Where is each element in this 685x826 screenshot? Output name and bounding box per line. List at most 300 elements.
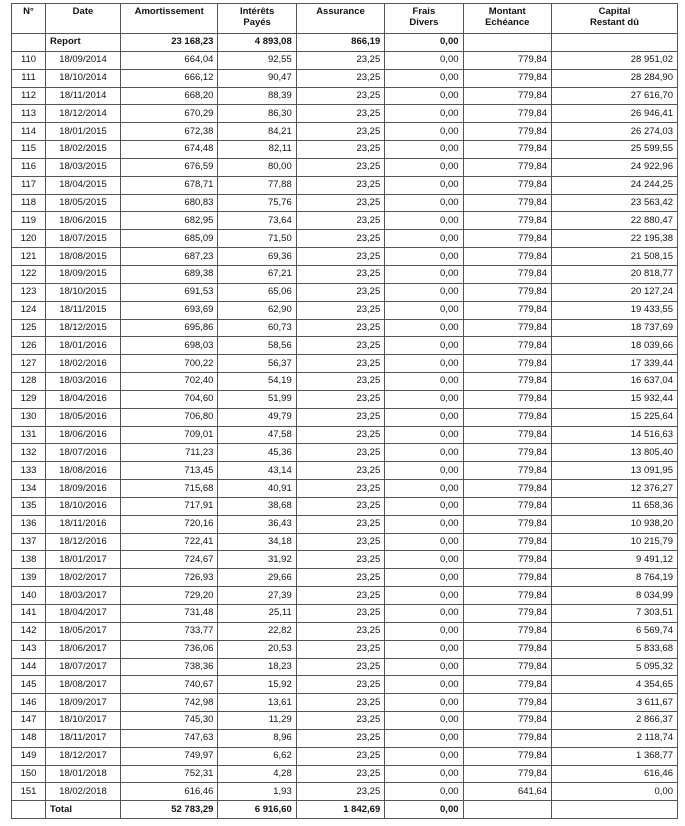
cell-assurance: 23,25 <box>296 640 384 658</box>
cell-amortissement: 678,71 <box>120 176 218 194</box>
cell-num: 138 <box>12 551 46 569</box>
cell-interets: 6,62 <box>218 747 296 765</box>
cell-num: 116 <box>12 158 46 176</box>
cell-interets: 31,92 <box>218 551 296 569</box>
table-row <box>12 444 678 462</box>
cell-date: 18/07/2017 <box>46 658 121 676</box>
cell-date: 18/02/2018 <box>46 783 121 801</box>
cell-montant: 779,84 <box>463 694 551 712</box>
cell-date: 18/03/2015 <box>46 158 121 176</box>
cell-montant: 779,84 <box>463 676 551 694</box>
cell-amortissement: 674,48 <box>120 141 218 159</box>
cell-num: 110 <box>12 51 46 69</box>
table-row <box>12 712 678 730</box>
amortization-schedule <box>11 3 678 819</box>
cell-num: 148 <box>12 729 46 747</box>
cell-amortissement: 713,45 <box>120 462 218 480</box>
cell-date: 18/08/2016 <box>46 462 121 480</box>
table-footer <box>12 801 678 819</box>
cell-date: 18/11/2016 <box>46 515 121 533</box>
cell-frais: 0,00 <box>385 51 463 69</box>
cell-montant: 779,84 <box>463 69 551 87</box>
cell-frais: 0,00 <box>385 640 463 658</box>
cell-num: 120 <box>12 230 46 248</box>
table-row <box>12 515 678 533</box>
cell-interets: 36,43 <box>218 515 296 533</box>
cell-interets: 18,23 <box>218 658 296 676</box>
cell-capital: 17 339,44 <box>552 355 678 373</box>
cell-assurance: 23,25 <box>296 712 384 730</box>
cell-assurance: 23,25 <box>296 462 384 480</box>
cell-interets: 45,36 <box>218 444 296 462</box>
cell-montant: 779,84 <box>463 105 551 123</box>
header-num-label: N° <box>23 6 34 17</box>
cell-assurance: 23,25 <box>296 551 384 569</box>
cell-frais: 0,00 <box>385 480 463 498</box>
cell-capital: 10 938,20 <box>552 515 678 533</box>
cell-capital: 14 516,63 <box>552 426 678 444</box>
cell-amortissement: 736,06 <box>120 640 218 658</box>
cell-capital: 19 433,55 <box>552 301 678 319</box>
cell-montant: 779,84 <box>463 765 551 783</box>
cell-capital: 23 563,42 <box>552 194 678 212</box>
cell-date: 18/09/2016 <box>46 480 121 498</box>
table-row <box>12 783 678 801</box>
cell-date: 18/07/2016 <box>46 444 121 462</box>
cell-capital: 13 805,40 <box>552 444 678 462</box>
cell-amortissement: 715,68 <box>120 480 218 498</box>
table-row <box>12 176 678 194</box>
cell-num: 121 <box>12 248 46 266</box>
cell-assurance: 23,25 <box>296 605 384 623</box>
cell-montant: 779,84 <box>463 622 551 640</box>
cell-assurance: 23,25 <box>296 515 384 533</box>
table-row <box>12 390 678 408</box>
cell-num: 134 <box>12 480 46 498</box>
cell-date: 18/03/2017 <box>46 587 121 605</box>
cell-num: 119 <box>12 212 46 230</box>
table-row <box>12 355 678 373</box>
table-row <box>12 622 678 640</box>
cell-montant: 779,84 <box>463 248 551 266</box>
cell-assurance: 23,25 <box>296 265 384 283</box>
table-row <box>12 337 678 355</box>
table-row <box>12 141 678 159</box>
cell-date: 18/05/2017 <box>46 622 121 640</box>
cell-amortissement: 685,09 <box>120 230 218 248</box>
cell-date: 18/01/2015 <box>46 123 121 141</box>
table-row <box>12 123 678 141</box>
cell-interets: 34,18 <box>218 533 296 551</box>
cell-num: 131 <box>12 426 46 444</box>
cell-capital: 5 833,68 <box>552 640 678 658</box>
cell-assurance: 23,25 <box>296 587 384 605</box>
table-row <box>12 462 678 480</box>
cell-interets: 51,99 <box>218 390 296 408</box>
cell-montant: 779,84 <box>463 265 551 283</box>
total-row <box>12 801 678 819</box>
cell-capital: 6 569,74 <box>552 622 678 640</box>
table-row <box>12 373 678 391</box>
cell-interets: 20,53 <box>218 640 296 658</box>
cell-frais: 0,00 <box>385 426 463 444</box>
cell-amortissement: 740,67 <box>120 676 218 694</box>
cell-assurance: 23,25 <box>296 248 384 266</box>
cell-date: 18/11/2014 <box>46 87 121 105</box>
cell-num: 142 <box>12 622 46 640</box>
cell-num: 118 <box>12 194 46 212</box>
cell-interets: 80,00 <box>218 158 296 176</box>
cell-assurance: 23,25 <box>296 729 384 747</box>
cell-date: 18/01/2017 <box>46 551 121 569</box>
cell-amortissement: 738,36 <box>120 658 218 676</box>
cell-montant: 779,84 <box>463 408 551 426</box>
cell-interets: 71,50 <box>218 230 296 248</box>
cell-amortissement: 731,48 <box>120 605 218 623</box>
total-label: Total <box>46 801 121 819</box>
cell-assurance: 23,25 <box>296 569 384 587</box>
cell-montant: 779,84 <box>463 515 551 533</box>
cell-interets: 54,19 <box>218 373 296 391</box>
cell-amortissement: 695,86 <box>120 319 218 337</box>
cell-interets: 86,30 <box>218 105 296 123</box>
table-row <box>12 480 678 498</box>
table-row <box>12 51 678 69</box>
cell-capital: 28 951,02 <box>552 51 678 69</box>
cell-num: 123 <box>12 283 46 301</box>
cell-frais: 0,00 <box>385 408 463 426</box>
report-capital <box>552 34 678 52</box>
cell-assurance: 23,25 <box>296 337 384 355</box>
table-row <box>12 765 678 783</box>
cell-frais: 0,00 <box>385 569 463 587</box>
cell-interets: 84,21 <box>218 123 296 141</box>
cell-date: 18/12/2017 <box>46 747 121 765</box>
cell-date: 18/09/2015 <box>46 265 121 283</box>
cell-frais: 0,00 <box>385 176 463 194</box>
table-row <box>12 158 678 176</box>
cell-frais: 0,00 <box>385 783 463 801</box>
cell-date: 18/12/2016 <box>46 533 121 551</box>
cell-amortissement: 747,63 <box>120 729 218 747</box>
cell-montant: 779,84 <box>463 605 551 623</box>
header-interets-line1: Intérêts <box>239 6 275 17</box>
cell-assurance: 23,25 <box>296 444 384 462</box>
cell-frais: 0,00 <box>385 729 463 747</box>
header-row <box>12 4 678 34</box>
header-date <box>46 4 121 34</box>
report-row <box>12 34 678 52</box>
cell-interets: 38,68 <box>218 497 296 515</box>
cell-num: 112 <box>12 87 46 105</box>
cell-capital: 0,00 <box>552 783 678 801</box>
cell-assurance: 23,25 <box>296 141 384 159</box>
cell-interets: 25,11 <box>218 605 296 623</box>
cell-interets: 65,06 <box>218 283 296 301</box>
header-amortissement-label: Amortissement <box>134 6 204 17</box>
table-row <box>12 640 678 658</box>
cell-date: 18/09/2014 <box>46 51 121 69</box>
cell-date: 18/07/2015 <box>46 230 121 248</box>
cell-num: 139 <box>12 569 46 587</box>
cell-frais: 0,00 <box>385 676 463 694</box>
table-row <box>12 212 678 230</box>
cell-frais: 0,00 <box>385 462 463 480</box>
cell-montant: 779,84 <box>463 283 551 301</box>
cell-capital: 24 244,25 <box>552 176 678 194</box>
cell-capital: 21 508,15 <box>552 248 678 266</box>
cell-num: 143 <box>12 640 46 658</box>
cell-frais: 0,00 <box>385 551 463 569</box>
cell-amortissement: 676,59 <box>120 158 218 176</box>
cell-amortissement: 749,97 <box>120 747 218 765</box>
cell-capital: 18 039,66 <box>552 337 678 355</box>
report-label: Report <box>46 34 121 52</box>
cell-num: 113 <box>12 105 46 123</box>
total-capital <box>552 801 678 819</box>
cell-interets: 22,82 <box>218 622 296 640</box>
cell-assurance: 23,25 <box>296 497 384 515</box>
cell-frais: 0,00 <box>385 765 463 783</box>
cell-montant: 779,84 <box>463 337 551 355</box>
cell-capital: 22 880,47 <box>552 212 678 230</box>
table-row <box>12 533 678 551</box>
cell-date: 18/02/2016 <box>46 355 121 373</box>
cell-date: 18/02/2017 <box>46 569 121 587</box>
header-capital <box>552 4 678 34</box>
cell-montant: 779,84 <box>463 587 551 605</box>
cell-frais: 0,00 <box>385 248 463 266</box>
table-row <box>12 230 678 248</box>
cell-amortissement: 698,03 <box>120 337 218 355</box>
cell-assurance: 23,25 <box>296 426 384 444</box>
cell-assurance: 23,25 <box>296 51 384 69</box>
cell-montant: 779,84 <box>463 176 551 194</box>
header-montant-line2: Echéance <box>485 17 530 28</box>
cell-montant: 779,84 <box>463 729 551 747</box>
cell-interets: 82,11 <box>218 141 296 159</box>
cell-frais: 0,00 <box>385 390 463 408</box>
cell-montant: 779,84 <box>463 551 551 569</box>
cell-frais: 0,00 <box>385 87 463 105</box>
cell-capital: 2 866,37 <box>552 712 678 730</box>
cell-interets: 29,66 <box>218 569 296 587</box>
cell-montant: 779,84 <box>463 51 551 69</box>
header-frais <box>385 4 463 34</box>
cell-capital: 9 491,12 <box>552 551 678 569</box>
cell-assurance: 23,25 <box>296 480 384 498</box>
cell-montant: 779,84 <box>463 497 551 515</box>
total-amortissement: 52 783,29 <box>120 801 218 819</box>
cell-assurance: 23,25 <box>296 194 384 212</box>
cell-amortissement: 672,38 <box>120 123 218 141</box>
cell-frais: 0,00 <box>385 712 463 730</box>
table-row <box>12 426 678 444</box>
cell-frais: 0,00 <box>385 141 463 159</box>
cell-interets: 8,96 <box>218 729 296 747</box>
cell-montant: 641,64 <box>463 783 551 801</box>
cell-date: 18/05/2015 <box>46 194 121 212</box>
cell-capital: 8 034,99 <box>552 587 678 605</box>
cell-assurance: 23,25 <box>296 765 384 783</box>
cell-date: 18/10/2014 <box>46 69 121 87</box>
cell-frais: 0,00 <box>385 533 463 551</box>
cell-date: 18/08/2017 <box>46 676 121 694</box>
cell-frais: 0,00 <box>385 212 463 230</box>
cell-montant: 779,84 <box>463 301 551 319</box>
cell-capital: 15 932,44 <box>552 390 678 408</box>
cell-montant: 779,84 <box>463 533 551 551</box>
cell-amortissement: 616,46 <box>120 783 218 801</box>
cell-montant: 779,84 <box>463 123 551 141</box>
cell-interets: 67,21 <box>218 265 296 283</box>
cell-montant: 779,84 <box>463 230 551 248</box>
total-frais: 0,00 <box>385 801 463 819</box>
cell-interets: 88,39 <box>218 87 296 105</box>
cell-amortissement: 687,23 <box>120 248 218 266</box>
report-frais: 0,00 <box>385 34 463 52</box>
report-assurance: 866,19 <box>296 34 384 52</box>
cell-capital: 616,46 <box>552 765 678 783</box>
cell-date: 18/09/2017 <box>46 694 121 712</box>
cell-interets: 27,39 <box>218 587 296 605</box>
cell-amortissement: 742,98 <box>120 694 218 712</box>
cell-amortissement: 726,93 <box>120 569 218 587</box>
cell-assurance: 23,25 <box>296 283 384 301</box>
cell-frais: 0,00 <box>385 497 463 515</box>
cell-montant: 779,84 <box>463 212 551 230</box>
header-capital-line2: Restant dû <box>589 17 640 28</box>
cell-montant: 779,84 <box>463 462 551 480</box>
cell-num: 151 <box>12 783 46 801</box>
cell-capital: 28 284,90 <box>552 69 678 87</box>
cell-date: 18/04/2016 <box>46 390 121 408</box>
cell-interets: 1,93 <box>218 783 296 801</box>
cell-num: 150 <box>12 765 46 783</box>
cell-amortissement: 702,40 <box>120 373 218 391</box>
cell-montant: 779,84 <box>463 640 551 658</box>
cell-montant: 779,84 <box>463 569 551 587</box>
cell-frais: 0,00 <box>385 444 463 462</box>
table-row <box>12 319 678 337</box>
cell-montant: 779,84 <box>463 658 551 676</box>
total-assurance: 1 842,69 <box>296 801 384 819</box>
cell-interets: 40,91 <box>218 480 296 498</box>
cell-interets: 13,61 <box>218 694 296 712</box>
cell-date: 18/06/2015 <box>46 212 121 230</box>
cell-frais: 0,00 <box>385 283 463 301</box>
cell-num: 129 <box>12 390 46 408</box>
cell-num: 111 <box>12 69 46 87</box>
cell-num: 144 <box>12 658 46 676</box>
header-frais-line1: Frais <box>412 6 436 17</box>
cell-montant: 779,84 <box>463 141 551 159</box>
table-row <box>12 658 678 676</box>
cell-amortissement: 717,91 <box>120 497 218 515</box>
table-row <box>12 408 678 426</box>
cell-num: 147 <box>12 712 46 730</box>
cell-assurance: 23,25 <box>296 676 384 694</box>
cell-assurance: 23,25 <box>296 622 384 640</box>
cell-num: 137 <box>12 533 46 551</box>
cell-capital: 5 095,32 <box>552 658 678 676</box>
total-interets: 6 916,60 <box>218 801 296 819</box>
cell-amortissement: 706,80 <box>120 408 218 426</box>
cell-date: 18/02/2015 <box>46 141 121 159</box>
cell-num: 141 <box>12 605 46 623</box>
cell-montant: 779,84 <box>463 426 551 444</box>
cell-date: 18/12/2014 <box>46 105 121 123</box>
cell-amortissement: 722,41 <box>120 533 218 551</box>
header-interets-line2: Payés <box>243 17 271 28</box>
cell-num: 114 <box>12 123 46 141</box>
cell-assurance: 23,25 <box>296 408 384 426</box>
header-amortissement <box>120 4 218 34</box>
cell-date: 18/03/2016 <box>46 373 121 391</box>
cell-amortissement: 733,77 <box>120 622 218 640</box>
cell-interets: 62,90 <box>218 301 296 319</box>
cell-capital: 4 354,65 <box>552 676 678 694</box>
cell-num: 124 <box>12 301 46 319</box>
table-row <box>12 194 678 212</box>
cell-frais: 0,00 <box>385 373 463 391</box>
amortization-table <box>11 3 678 819</box>
cell-date: 18/08/2015 <box>46 248 121 266</box>
cell-frais: 0,00 <box>385 158 463 176</box>
table-row <box>12 605 678 623</box>
cell-amortissement: 729,20 <box>120 587 218 605</box>
table-row <box>12 265 678 283</box>
header-date-label: Date <box>72 6 94 17</box>
cell-assurance: 23,25 <box>296 533 384 551</box>
cell-num: 149 <box>12 747 46 765</box>
cell-assurance: 23,25 <box>296 783 384 801</box>
header-interets <box>218 4 296 34</box>
cell-date: 18/11/2015 <box>46 301 121 319</box>
total-num <box>12 801 46 819</box>
cell-date: 18/10/2016 <box>46 497 121 515</box>
cell-interets: 56,37 <box>218 355 296 373</box>
cell-interets: 4,28 <box>218 765 296 783</box>
table-row <box>12 551 678 569</box>
cell-num: 125 <box>12 319 46 337</box>
cell-montant: 779,84 <box>463 712 551 730</box>
cell-amortissement: 680,83 <box>120 194 218 212</box>
cell-date: 18/10/2015 <box>46 283 121 301</box>
table-row <box>12 301 678 319</box>
cell-amortissement: 711,23 <box>120 444 218 462</box>
table-row <box>12 69 678 87</box>
cell-assurance: 23,25 <box>296 747 384 765</box>
cell-montant: 779,84 <box>463 355 551 373</box>
table-row <box>12 497 678 515</box>
cell-num: 127 <box>12 355 46 373</box>
cell-capital: 16 637,04 <box>552 373 678 391</box>
cell-montant: 779,84 <box>463 480 551 498</box>
cell-frais: 0,00 <box>385 337 463 355</box>
cell-amortissement: 693,69 <box>120 301 218 319</box>
cell-interets: 75,76 <box>218 194 296 212</box>
cell-capital: 25 599,55 <box>552 141 678 159</box>
cell-num: 117 <box>12 176 46 194</box>
cell-date: 18/04/2015 <box>46 176 121 194</box>
cell-num: 130 <box>12 408 46 426</box>
cell-amortissement: 752,31 <box>120 765 218 783</box>
cell-date: 18/06/2017 <box>46 640 121 658</box>
cell-capital: 18 737,69 <box>552 319 678 337</box>
cell-assurance: 23,25 <box>296 212 384 230</box>
cell-num: 140 <box>12 587 46 605</box>
